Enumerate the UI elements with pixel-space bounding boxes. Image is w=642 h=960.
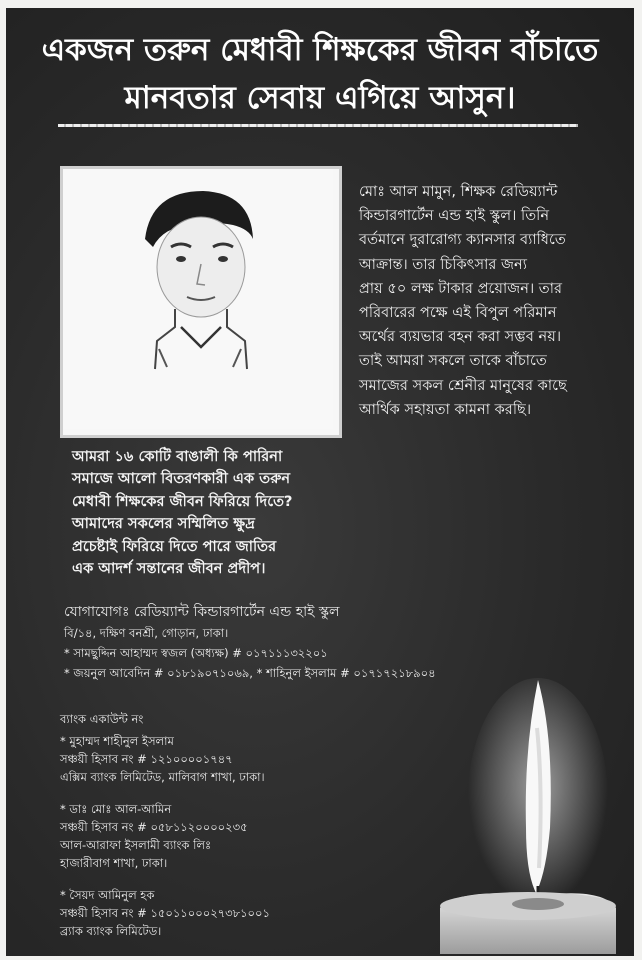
bank-heading: ব্যাংক একাউন্ট নং — [60, 712, 144, 726]
divider — [58, 124, 578, 127]
contact-phone: * জয়নুল আবেদিন # ০১৮১৯০৭১০৬৯, * শাহিনুল ইসলাম # ০১৭১৭২১৮৯০৪ — [64, 666, 436, 680]
bank-name: ব্র্যাক ব্যাংক লিমিটেড। — [60, 924, 162, 938]
headline-line-2: মানবতার সেবায় এগিয়ে আসুন। — [124, 80, 516, 116]
bio-line: তাই আমরা সকলে তাকে বাঁচাতে — [359, 352, 547, 370]
bio-line: সমাজের সকল শ্রেনীর মানুষের কাছে — [359, 376, 567, 394]
poster — [6, 8, 634, 956]
bio-line: অর্থের ব্যয়ভার বহন করা সম্ভব নয়। — [359, 328, 562, 346]
bio-line: বর্তমানে দুরারোগ্য ক্যানসার ব্যাধিতে — [359, 231, 566, 249]
bank-account — [60, 886, 380, 940]
appeal-line: এক আদর্শ সন্তানের জীবন প্রদীপ। — [72, 560, 266, 578]
bank-branch: হাজারীবাগ শাখা, ঢাকা। — [60, 856, 168, 870]
contact-phone: * সামছুদ্দিন আহাম্মদ স্বজল (অধ্যক্ষ) # ০১৭১১১৩২২০১ — [64, 646, 328, 660]
account-holder: * ডাঃ মোঃ আল-আমিন — [60, 802, 172, 816]
contact-section — [64, 601, 484, 683]
person-photo-icon — [63, 169, 333, 429]
bank-name: এক্সিম ব্যাংক লিমিটেড, মালিবাগ শাখা, ঢাকা। — [60, 770, 265, 784]
headline-line-1: একজন তরুন মেধাবী শিক্ষকের জীবন বাঁচাতে — [41, 32, 599, 68]
appeal-line: আমাদের সকলের সম্মিলিত ক্ষুদ্র — [72, 515, 255, 533]
appeal-line: সমাজে আলো বিতরণকারী এক তরুন — [72, 470, 291, 488]
bio-line: কিন্ডারগার্টেন এন্ড হাই স্কুল। তিনি — [359, 207, 550, 225]
portrait-photo — [60, 166, 342, 438]
bio-line: আক্রান্ত। তার চিকিৎসার জন্য — [359, 255, 527, 273]
account-number: সঞ্চয়ী হিসাব নং # ০৫৮১১২০০০০২৩৫ — [60, 820, 248, 834]
bio-text — [359, 180, 621, 422]
bank-account — [60, 800, 380, 872]
bio-line: মোঃ আল মামুন, শিক্ষক রেডিয়্যান্ট — [359, 183, 558, 200]
bio-line: পরিবারের পক্ষে এই বিপুল পরিমান — [359, 304, 557, 322]
bank-accounts — [60, 710, 380, 954]
contact-title: যোগাযোগঃ রেডিয়্যান্ট কিন্ডারগার্টেন এন্ড হাই স্কুল — [64, 604, 340, 620]
contact-address: বি/১৪, দক্ষিণ বনশ্রী, গোড়ান, ঢাকা। — [64, 626, 229, 640]
account-holder: * মুহাম্মদ শাহীনুল ইসলাম — [60, 734, 174, 748]
bio-line: প্রায় ৫০ লক্ষ টাকার প্রয়োজন। তার — [359, 279, 563, 297]
bank-account — [60, 732, 380, 786]
account-holder: * সৈয়দ আমিনুল হক — [60, 888, 155, 902]
headline — [26, 26, 614, 122]
bio-line: আর্থিক সহায়তা কামনা করছি। — [359, 400, 532, 418]
appeal-line: মেধাবী শিক্ষকের জীবন ফিরিয়ে দিতে? — [72, 492, 293, 510]
bank-name: আল-আরাফা ইসলামী ব্যাংক লিঃ — [60, 838, 212, 852]
appeal-line: আমরা ১৬ কোটি বাঙালী কি পারিনা — [72, 448, 283, 465]
appeal-text — [72, 446, 372, 580]
candle-icon — [426, 668, 626, 956]
appeal-line: প্রচেষ্টাই ফিরিয়ে দিতে পারে জাতির — [72, 537, 277, 555]
account-number: সঞ্চয়ী হিসাব নং # ১৫০১১০০০২৭৩৮১০০১ — [60, 906, 270, 920]
account-number: সঞ্চয়ী হিসাব নং # ১২১০০০০১৭৪৭ — [60, 752, 233, 766]
